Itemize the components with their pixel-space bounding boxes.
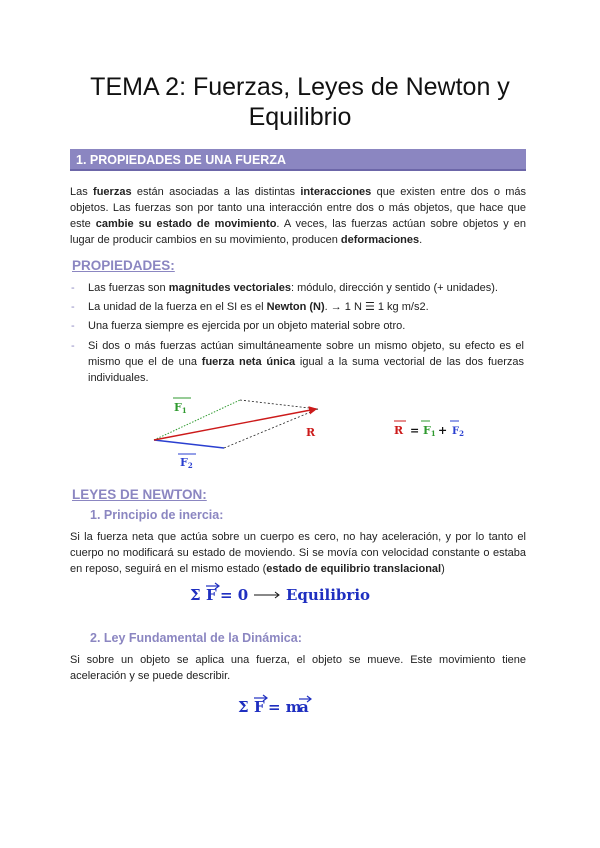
eq-r: R: [394, 424, 404, 437]
page-title: [40, 72, 560, 132]
formula-f: F: [254, 698, 265, 716]
formula-sigma: Σ: [190, 586, 201, 604]
r-label: R: [306, 426, 316, 439]
parallelogram-dash-right: [224, 409, 318, 448]
list-item: - La unidad de la fuerza en el SI es el Newton (N). → 1 N ☰ 1 kg m/s2.: [71, 301, 429, 313]
list-item: - Una fuerza siempre es ejercida por un objeto material sobre otro.: [71, 320, 406, 332]
bullet-dash: -: [71, 282, 75, 294]
page-title-line-1: TEMA 2: Fuerzas, Leyes de Newton y: [90, 73, 510, 101]
formula-a: a: [299, 698, 309, 716]
equilibrium-formula: [190, 580, 370, 608]
intro-paragraph: Las fuerzas están asociadas a las distintas interacciones que existen entre dos o más objetos. Las fuerzas son por tanto una interacción entre dos o más objetos, que hace que este cambie su estado de movimiento. A veces, las fuerzas actúan sobre objetos y en lugar de producir cambios en su movimiento, producen deformaciones.: [70, 186, 527, 246]
vector-sum-equation: [392, 418, 472, 440]
vector-f2-line: [154, 440, 224, 448]
law-2-heading: 2. Ley Fundamental de la Dinámica:: [90, 631, 302, 645]
section-heading-propiedades-fuerza: 1. PROPIEDADES DE UNA FUERZA: [70, 149, 526, 171]
formula-eq-zero: = 0: [220, 586, 249, 604]
formula-eq-m: = m: [268, 698, 302, 716]
bullet-dash: -: [71, 320, 75, 332]
vector-addition-diagram: [140, 388, 340, 474]
propiedades-heading: PROPIEDADES:: [72, 258, 175, 273]
parallelogram-dash-top: [240, 400, 318, 409]
bullet-dash: -: [71, 340, 75, 352]
f2-label: F2: [180, 456, 193, 470]
page-title-line-2: Equilibrio: [248, 103, 352, 131]
formula-equilibrio: Equilibrio: [286, 586, 371, 604]
bullet-dash: -: [71, 301, 75, 313]
leyes-newton-heading: LEYES DE NEWTON:: [72, 487, 207, 502]
eq-f1: F1: [423, 424, 436, 438]
list-item: - Las fuerzas son magnitudes vectoriales: módulo, dirección y sentido (+ unidades).: [71, 282, 498, 294]
eq-plus: +: [438, 424, 448, 437]
law-1-paragraph: Si la fuerza neta que actúa sobre un cuerpo es cero, no hay aceleración, y por lo tanto el cuerpo no modificará su estado de moviendo. Si se movía con velocidad constante o estaba en reposo, seguirá en el mismo estado (estado de equilibrio translacional): [70, 531, 526, 575]
formula-f: F: [206, 586, 217, 604]
list-item: - Si dos o más fuerzas actúan simultáneamente sobre un mismo objeto, su efecto es el mismo que el de una fuerza neta única igual a la suma vectorial de las dos fuerzas individuales.: [71, 340, 525, 384]
law-2-paragraph: Si sobre un objeto se aplica una fuerza, el objeto se mueve. Este movimiento tiene aceleración y se puede describir.: [70, 654, 526, 682]
vector-f1-line: [154, 400, 240, 440]
eq-f2: $F_2$: [452, 426, 464, 438]
formula-sigma: Σ: [238, 698, 249, 716]
law-1-heading: 1. Principio de inercia:: [90, 508, 224, 522]
eq-equals: =: [410, 424, 420, 437]
f1-label: F1: [174, 401, 187, 415]
dynamics-formula: [238, 692, 328, 720]
